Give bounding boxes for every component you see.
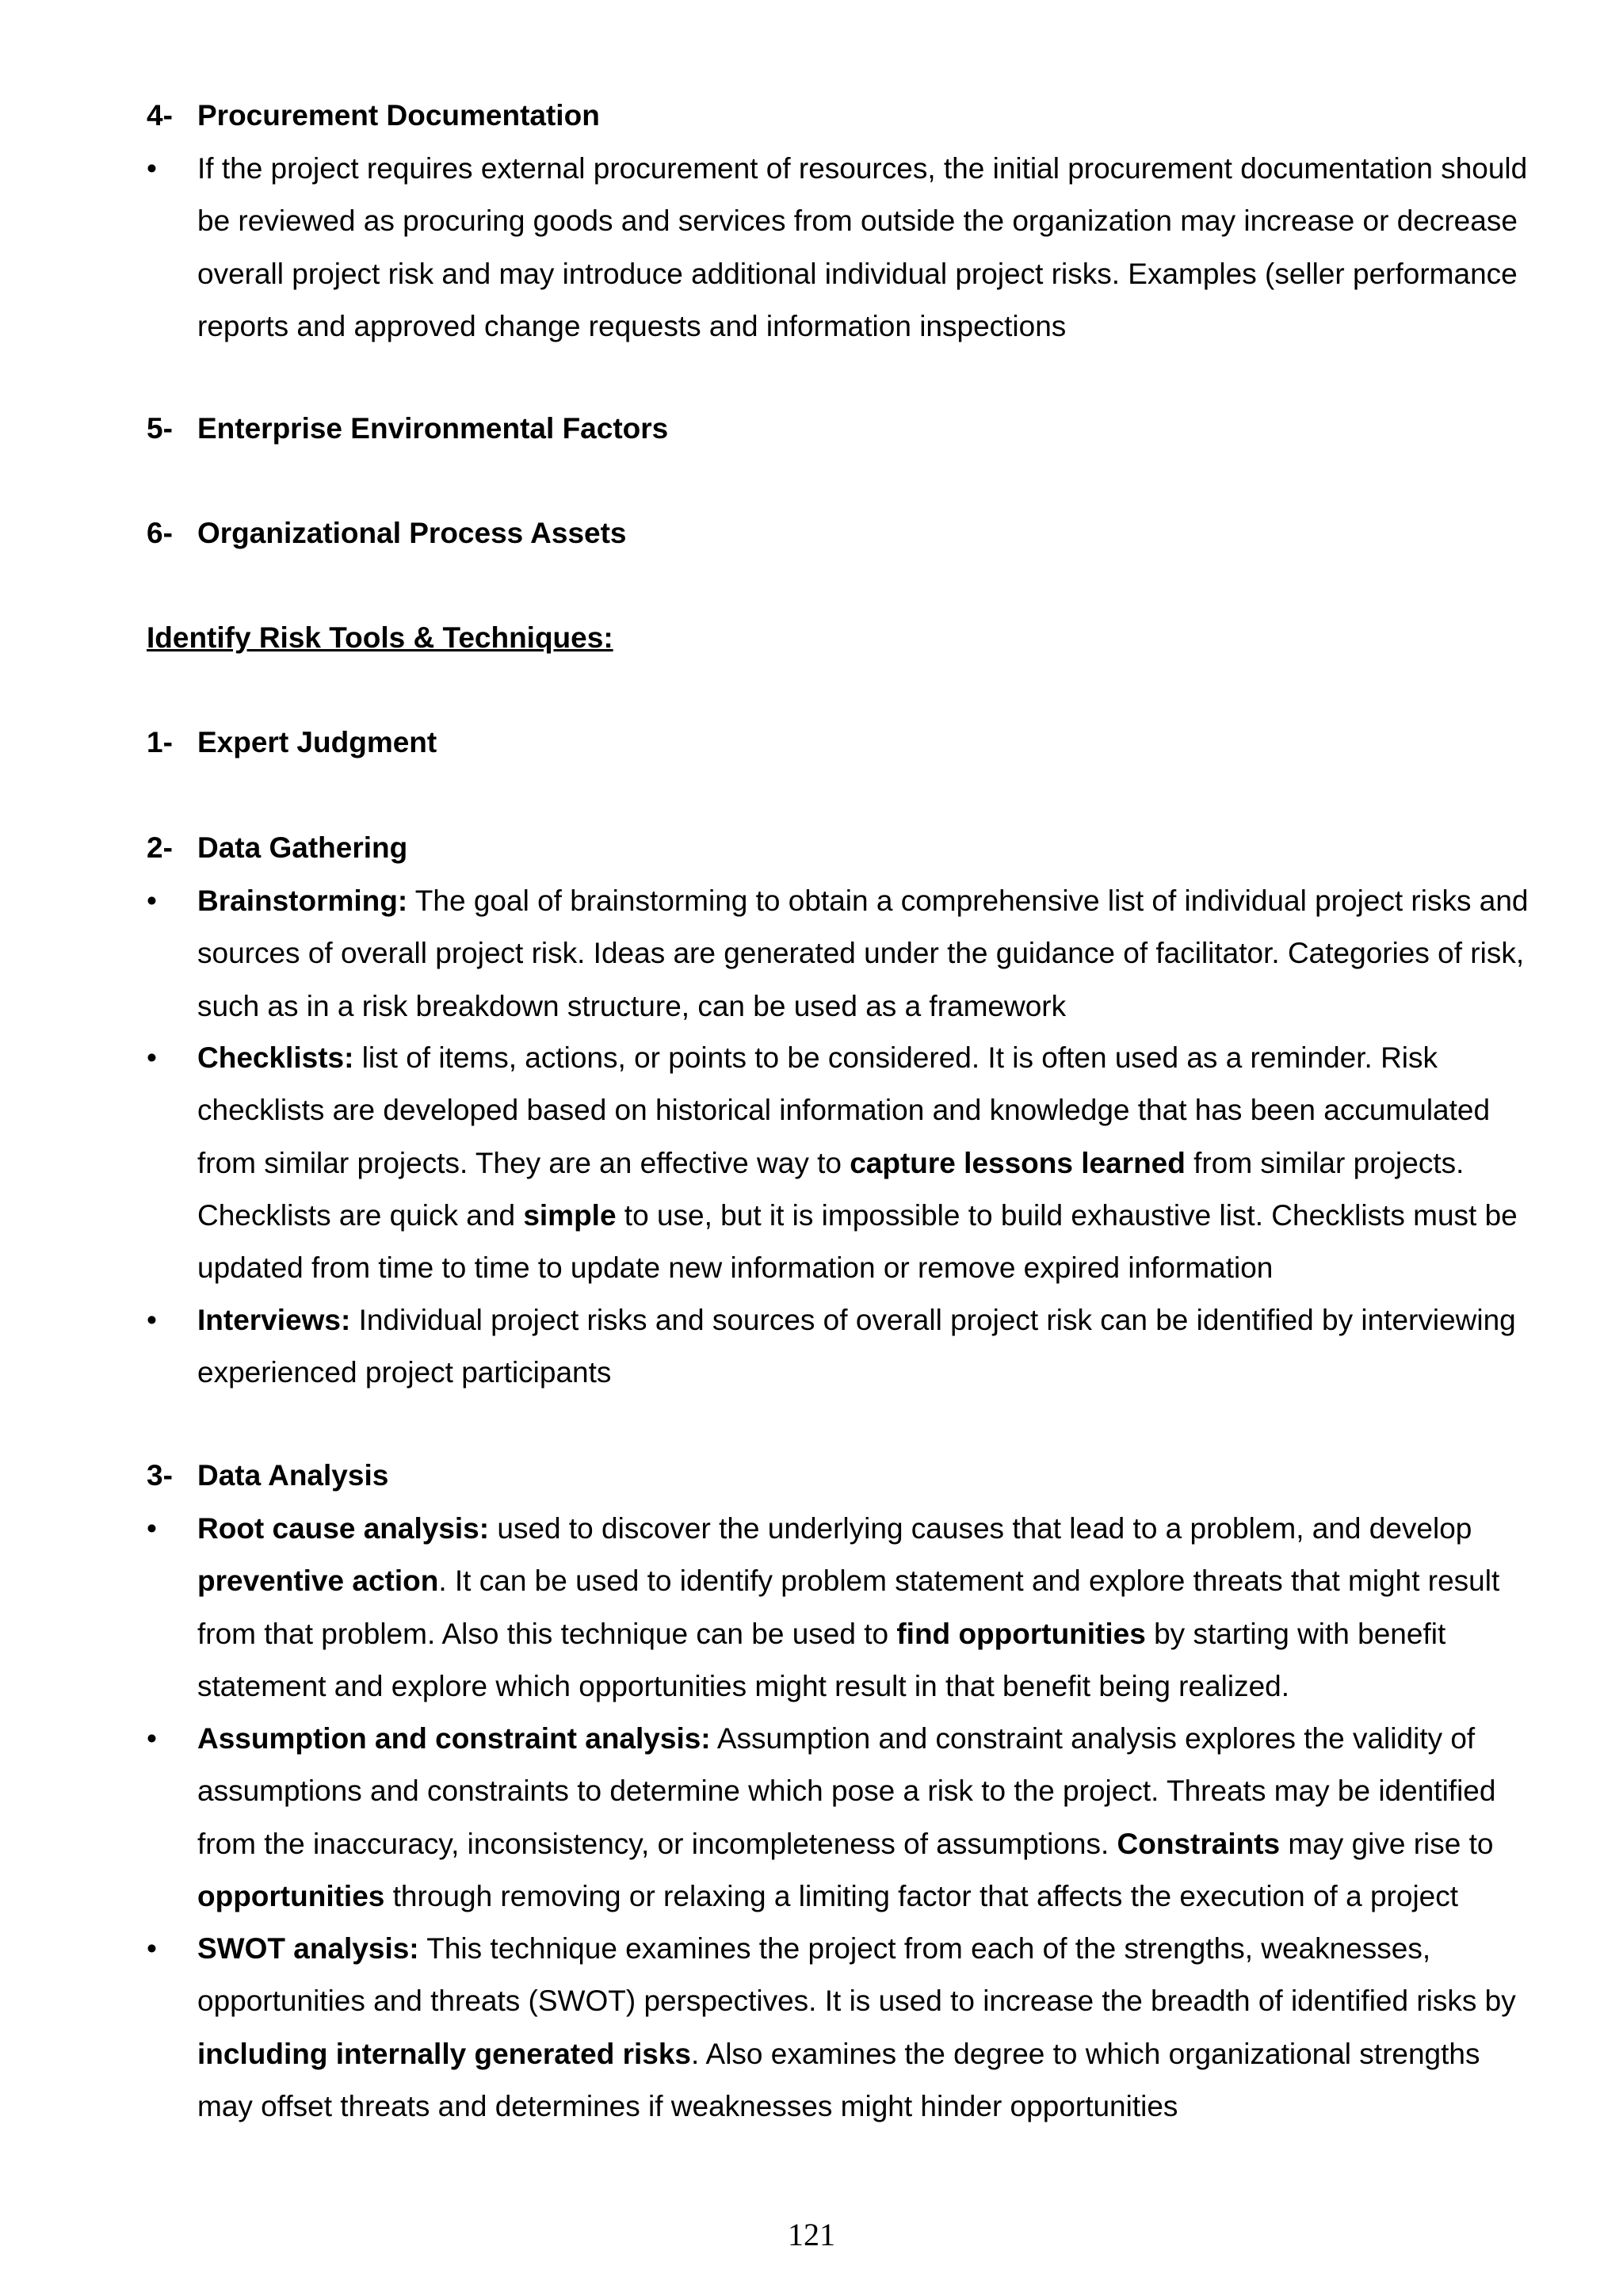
heading-number: 1- <box>147 726 173 758</box>
bullet-procurement <box>147 143 1541 353</box>
heading-data-analysis <box>147 1450 1541 1502</box>
heading-number: 2- <box>147 831 173 864</box>
heading-title: Procurement Documentation <box>197 99 600 132</box>
bullet-icon: • <box>147 1041 157 1074</box>
bullet-text <box>197 1713 1541 1923</box>
heading-number: 5- <box>147 412 173 445</box>
heading-procurement-documentation <box>147 90 1541 142</box>
term-label: Assumption and constraint analysis: <box>197 1722 711 1755</box>
term-description: through removing or relaxing a limiting factor that affects the execution of a project <box>384 1879 1459 1912</box>
term-description: used to discover the underlying causes that lead to a problem, and develop <box>489 1512 1472 1545</box>
heading-enterprise-environmental-factors <box>147 403 1541 455</box>
heading-number: 4- <box>147 99 173 132</box>
bullet-icon: • <box>147 884 157 917</box>
term-description: Assumption and constraint analysis explores the validity of assumptions and constraints to determine which pose a risk to the project. Threats may be identified from the inaccuracy, inconsistency, or incompleteness of assumptions. <box>197 1722 1496 1860</box>
term-description: by starting with benefit statement and explore which opportunities might result in that benefit being realized. <box>197 1617 1446 1702</box>
emphasis: find opportunities <box>896 1617 1146 1650</box>
term-description: The goal of brainstorming to obtain a comprehensive list of individual project risks and sources of overall project risk. Ideas are generated under the guidance of facilitator. Categories of risk, such as in a risk breakdown structure, can be used as a framework <box>197 884 1529 1022</box>
bullet-checklists <box>147 1032 1541 1294</box>
bullet-text <box>197 1294 1541 1400</box>
bullet-icon: • <box>147 1932 157 1965</box>
bullet-text: If the project requires external procurement of resources, the initial procurement documentation should be reviewed as procuring goods and services from outside the organization may increase or decrease overall project risk and may introduce additional individual project risks. Examples (seller performance reports and approved change requests and information inspections <box>197 152 1528 342</box>
term-label: Brainstorming: <box>197 884 408 917</box>
bullet-swot-analysis <box>147 1923 1541 2133</box>
term-description: list of items, actions, or points to be considered. It is often used as a reminder. Risk checklists are developed based on historical information and knowledge that has been accumulated from similar projects. They are an effective way to <box>197 1041 1491 1179</box>
heading-organizational-process-assets <box>147 507 1541 560</box>
heading-title: Data Analysis <box>197 1459 389 1492</box>
emphasis: Constraints <box>1117 1827 1281 1860</box>
bullet-icon: • <box>147 1722 157 1755</box>
term-description: Individual project risks and sources of overall project risk can be identified by interviewing experienced project participants <box>197 1304 1516 1389</box>
bullet-brainstorming <box>147 875 1541 1033</box>
page-number: 121 <box>788 2217 835 2252</box>
bullet-interviews <box>147 1294 1541 1400</box>
emphasis: preventive action <box>197 1564 439 1598</box>
bullet-text <box>197 1923 1541 2133</box>
term-label: Interviews: <box>197 1304 351 1336</box>
bullet-icon: • <box>147 1304 157 1336</box>
term-label: Root cause analysis: <box>197 1512 490 1545</box>
emphasis: simple <box>523 1198 617 1232</box>
term-description: This technique examines the project from each of the strengths, weaknesses, opportunities and threats (SWOT) perspectives. It is used to increase the breadth of identified risks by <box>197 1932 1516 2018</box>
heading-number: 6- <box>147 517 173 549</box>
heading-title: Enterprise Environmental Factors <box>197 412 669 445</box>
emphasis: including internally generated risks <box>197 2037 692 2070</box>
emphasis: opportunities <box>197 1879 385 1912</box>
bullet-text <box>197 1032 1541 1294</box>
term-description: to use, but it is impossible to build exhaustive list. Checklists must be updated from time to time to update new information or remove expired information <box>197 1198 1518 1285</box>
term-label: Checklists: <box>197 1041 354 1074</box>
emphasis: capture lessons learned <box>850 1146 1186 1179</box>
bullet-text <box>197 1503 1541 1713</box>
bullet-assumption-constraint-analysis <box>147 1713 1541 1923</box>
bullet-icon: • <box>147 1512 157 1545</box>
term-description: from similar projects. Checklists are quick and <box>197 1146 1465 1232</box>
heading-number: 3- <box>147 1459 173 1492</box>
term-label: SWOT analysis: <box>197 1932 419 1965</box>
heading-title: Expert Judgment <box>197 726 437 758</box>
heading-expert-judgment <box>147 716 1541 769</box>
bullet-text <box>197 875 1541 1033</box>
heading-title: Organizational Process Assets <box>197 517 627 549</box>
term-description: . It can be used to identify problem statement and explore threats that might result from that problem. Also this technique can be used to <box>197 1564 1500 1650</box>
section-title-tools-techniques: Identify Risk Tools & Techniques: <box>147 621 613 654</box>
term-description: . Also examines the degree to which organizational strengths may offset threats and determines if weaknesses might hinder opportunities <box>197 2037 1480 2122</box>
bullet-root-cause-analysis <box>147 1503 1541 1713</box>
term-description: may give rise to <box>1280 1827 1494 1860</box>
heading-title: Data Gathering <box>197 831 408 864</box>
heading-data-gathering <box>147 822 1541 874</box>
bullet-icon: • <box>147 152 157 185</box>
